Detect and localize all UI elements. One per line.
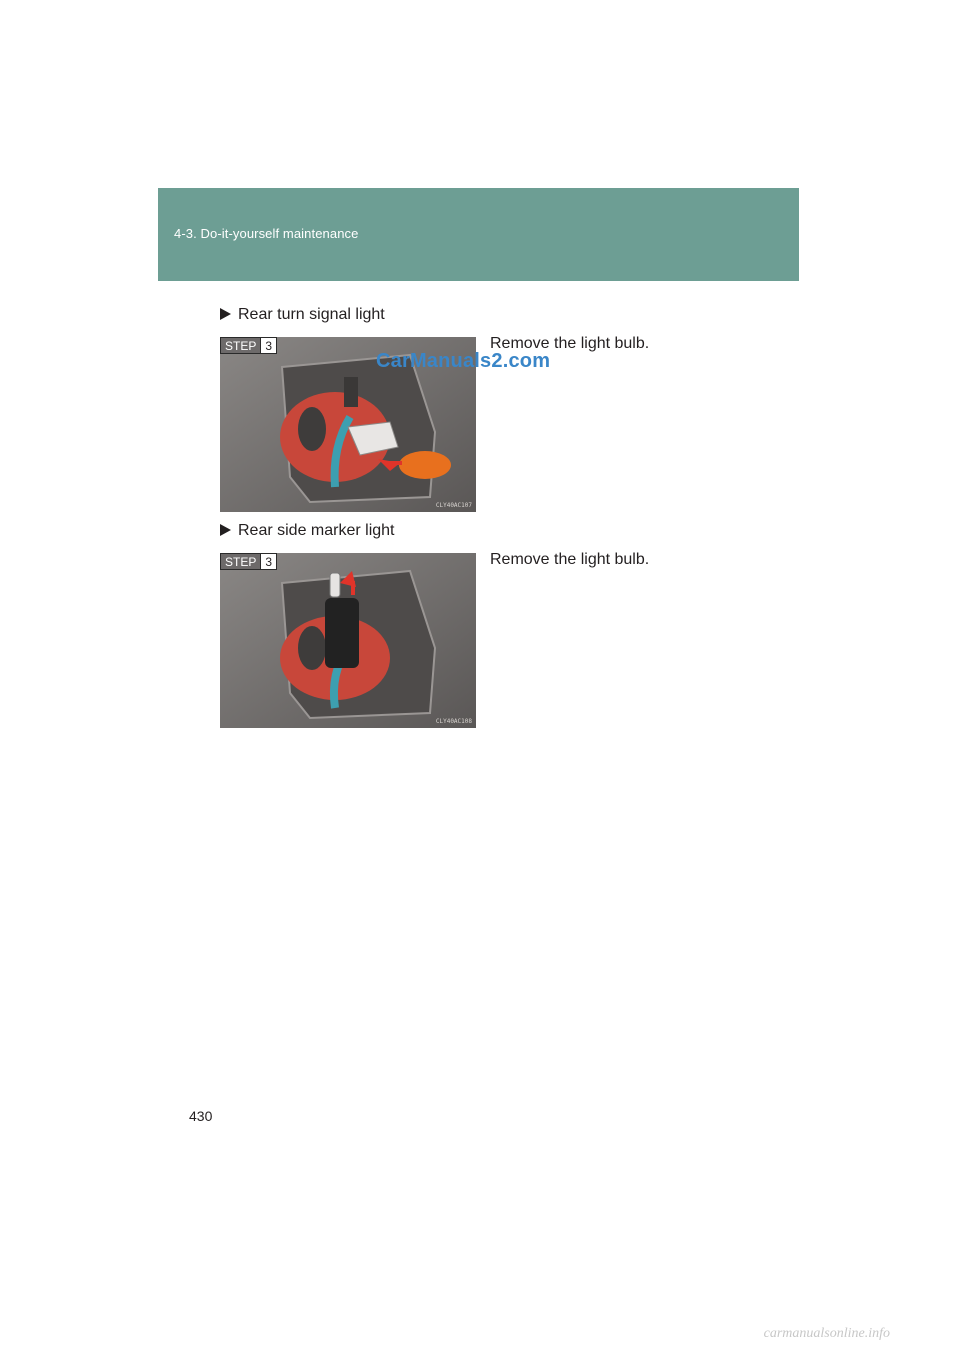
section-title: 4-3. Do-it-yourself maintenance: [174, 226, 359, 241]
page-number: 430: [189, 1108, 213, 1124]
step-badge: [220, 337, 273, 354]
subheading-text: Rear side marker light: [238, 522, 395, 539]
step-badge: [220, 553, 273, 570]
figure-code: CLY40AC107: [435, 502, 472, 509]
step-word: STEP: [220, 337, 261, 354]
instruction-text: Remove the light bulb.: [490, 551, 650, 568]
triangle-bullet-icon: [220, 308, 231, 320]
figure-rear-side-marker: [220, 553, 476, 728]
step-word: STEP: [220, 553, 261, 570]
step-number: 3: [261, 337, 277, 354]
watermark-text: CarManuals2.com: [376, 350, 551, 372]
header-band: [158, 188, 799, 281]
triangle-bullet-icon: [220, 524, 231, 536]
subheading-rear-turn-signal: [220, 306, 385, 324]
subheading-text: Rear turn signal light: [238, 306, 385, 323]
subheading-rear-side-marker: [220, 522, 395, 540]
step-number: 3: [261, 553, 277, 570]
rear-side-marker-illustration: [220, 553, 476, 728]
instruction-text: Remove the light bulb.: [490, 335, 650, 352]
footer-watermark: carmanualsonline.info: [763, 1326, 890, 1341]
figure-code: CLY40AC108: [435, 718, 472, 725]
